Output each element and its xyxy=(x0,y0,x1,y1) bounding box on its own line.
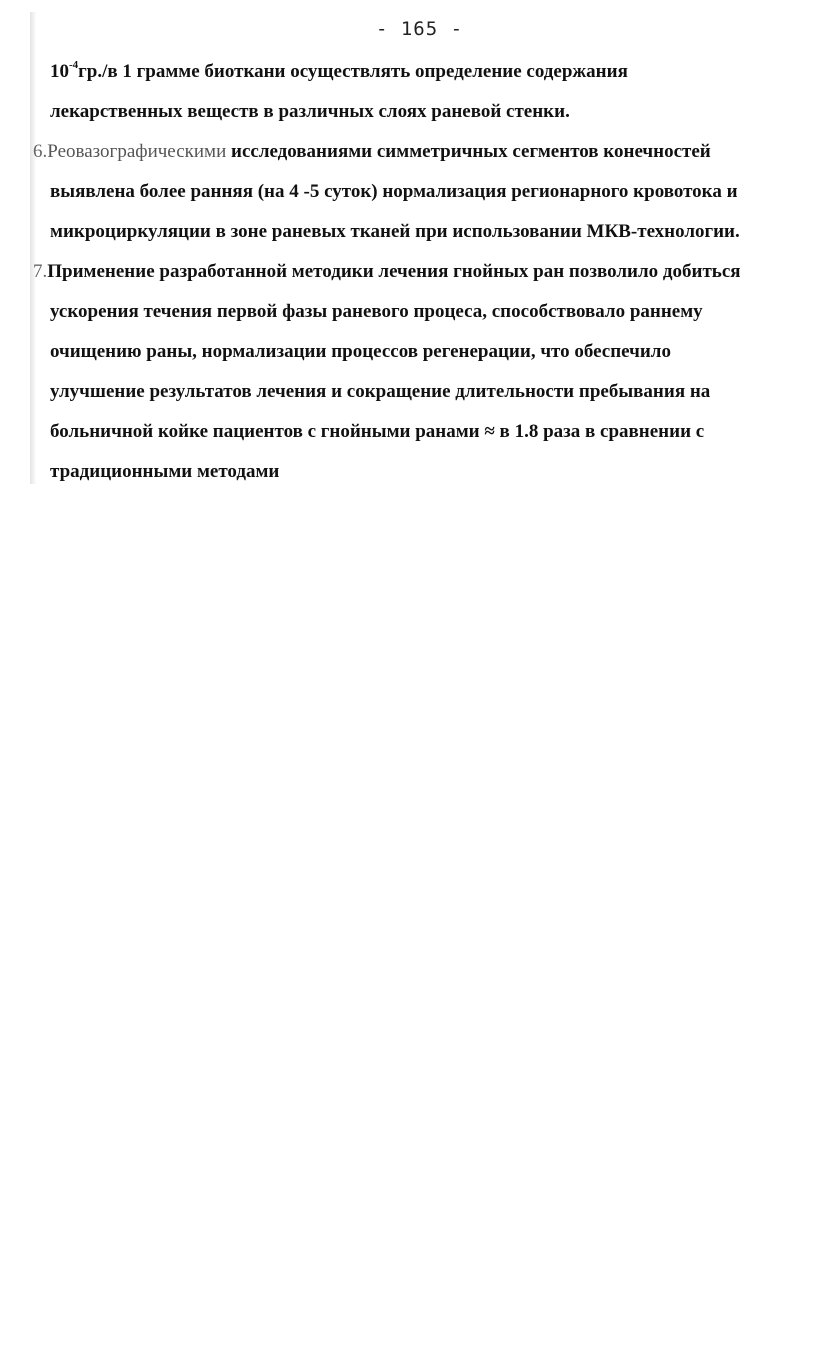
text-line: лекарственных веществ в различных слоях раневой стенки. xyxy=(50,101,570,122)
list-number-7: 7. xyxy=(33,261,48,282)
text-line: больничной койке пациентов с гнойными ранами ≈ в 1.8 раза в сравнении с xyxy=(50,421,705,442)
text-line-rest: гр./в 1 грамме биоткани осуществлять определение содержания xyxy=(78,61,628,82)
text-line: улучшение результатов лечения и сокращение длительности пребывания на xyxy=(50,381,711,402)
text-line: микроциркуляции в зоне раневых тканей при использовании МКВ-технологии. xyxy=(50,221,740,242)
list-item-6-lead-word: Реовазографическими xyxy=(47,141,227,162)
list-item-7-first-line xyxy=(0,252,839,292)
text-line xyxy=(0,52,839,92)
text-line-rest: Применение разработанной методики лечения гнойных ран позволило добиться xyxy=(47,261,741,282)
list-number-6: 6. xyxy=(33,141,48,162)
body-text xyxy=(0,52,839,492)
concentration-base: 10 xyxy=(50,61,69,82)
page-number: - 165 - xyxy=(375,18,464,40)
text-line: очищению раны, нормализации процессов регенерации, что обеспечило xyxy=(50,341,671,362)
text-line: традиционными методами xyxy=(50,461,280,482)
text-line: выявлена более ранняя (на 4 -5 суток) нормализация регионарного кровотока и xyxy=(50,181,738,202)
list-item-6-first-line xyxy=(0,132,839,172)
concentration-exponent: -4 xyxy=(69,58,79,71)
text-line: ускорения течения первой фазы раневого процеса, способствовало раннему xyxy=(50,301,703,322)
text-line-rest: исследованиями симметричных сегментов конечностей xyxy=(226,141,711,162)
